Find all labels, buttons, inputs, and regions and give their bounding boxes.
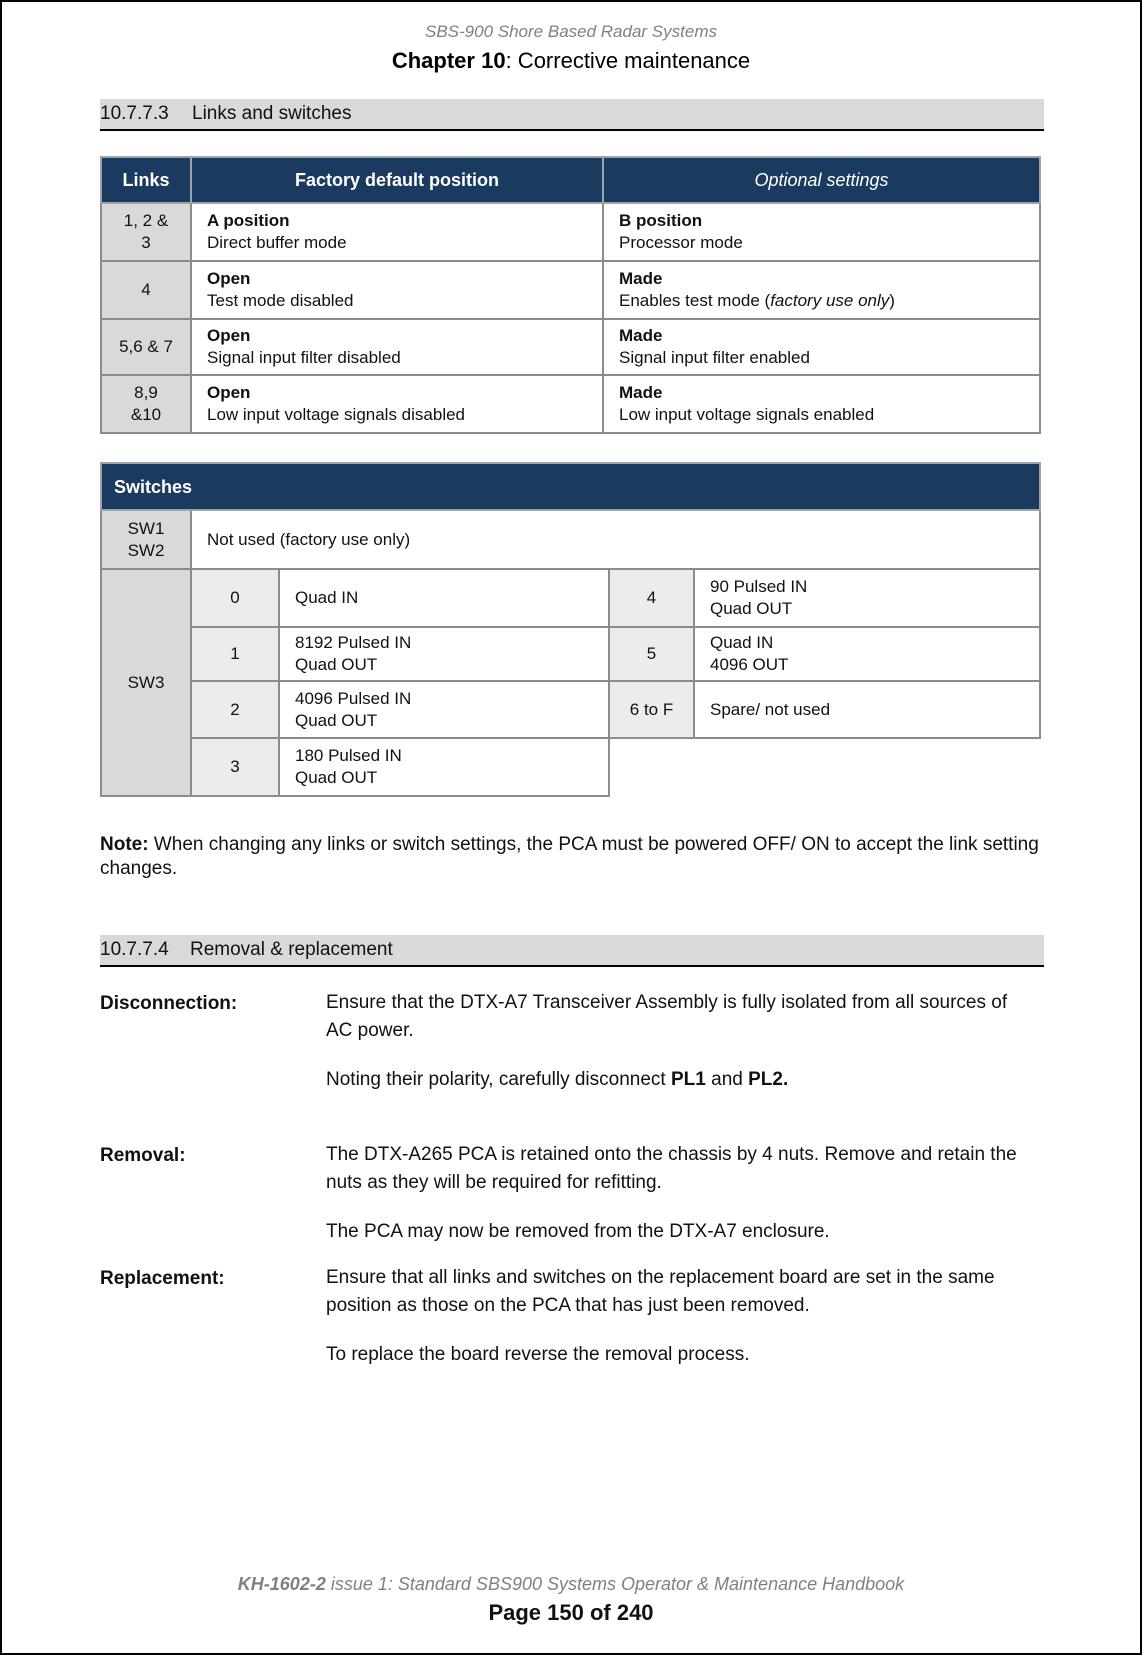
- table-row: [101, 681, 1040, 738]
- default-setting: [191, 261, 603, 319]
- sw3-setting-line: Quad OUT: [295, 768, 378, 787]
- switch-id-sw1-sw2: [101, 510, 191, 569]
- default-label: Open: [207, 326, 251, 345]
- chapter-label: Chapter 10: [391, 48, 506, 73]
- default-setting: [191, 203, 603, 261]
- disconnection-label: Disconnection:: [100, 993, 238, 1014]
- sw3-setting: [694, 627, 1040, 681]
- switches-table-header: [101, 463, 1040, 510]
- connector-pl2: PL2.: [748, 1069, 789, 1090]
- link-id: 5,6 & 7: [101, 319, 191, 375]
- optional-label: Made: [619, 326, 663, 345]
- sw3-code: 4: [609, 569, 694, 627]
- optional-setting: [603, 375, 1040, 433]
- removal-text-2: The PCA may now be removed from the DTX-A7 enclosure.: [326, 1221, 830, 1242]
- default-label: A position: [207, 211, 290, 230]
- header-optional-settings: Optional settings: [603, 157, 1040, 203]
- default-label: Open: [207, 383, 251, 402]
- table-row: [101, 738, 1040, 796]
- table-row: [101, 569, 1040, 627]
- sw3-code: 2: [191, 681, 279, 738]
- sw3-setting-line: Quad OUT: [710, 599, 793, 618]
- switches-table: [100, 462, 1041, 797]
- optional-desc-pre: Enables test mode (: [619, 291, 771, 310]
- default-desc: Signal input filter disabled: [207, 348, 401, 367]
- optional-setting: [603, 319, 1040, 375]
- section-title: Links and switches: [192, 103, 352, 124]
- switch-sw1: SW1: [127, 518, 165, 538]
- table-row: [101, 375, 1040, 433]
- sw3-setting-line: Quad OUT: [295, 710, 378, 730]
- links-table: [100, 156, 1041, 434]
- sw3-setting-line: 180 Pulsed IN: [295, 746, 402, 765]
- section-heading-removal-replacement: [100, 935, 1044, 967]
- section-heading-links-switches: [100, 99, 1044, 131]
- table-row: [101, 319, 1040, 375]
- table-row: [101, 510, 1040, 569]
- optional-desc: Signal input filter enabled: [619, 348, 810, 367]
- optional-desc: Processor mode: [619, 233, 743, 252]
- disconnection-text-2-pre: Noting their polarity, carefully disconnect: [326, 1069, 671, 1090]
- sw3-setting-line: 8192 Pulsed IN: [295, 633, 412, 652]
- page-number: Page 150 of 240: [488, 1600, 654, 1625]
- sw3-setting: [279, 627, 609, 681]
- removal-label: Removal:: [100, 1145, 186, 1166]
- note-text: When changing any links or switch settings, the PCA must be powered OFF/ ON to accept the link setting changes.: [100, 834, 1039, 879]
- sw3-code: 3: [191, 738, 279, 796]
- sw3-code: 1: [191, 627, 279, 681]
- sw3-setting-line: Quad IN: [710, 633, 774, 652]
- note-paragraph: [100, 833, 1044, 881]
- chapter-title: : Corrective maintenance: [505, 48, 751, 73]
- optional-label: B position: [619, 211, 703, 230]
- disconnection-text-2-mid: and: [705, 1069, 749, 1090]
- sw3-setting-line: 90 Pulsed IN: [710, 577, 808, 596]
- sw3-code: 0: [191, 569, 279, 627]
- replacement-text-1: Ensure that all links and switches on the replacement board are set in the same position as those on the PCA that has just been removed.: [326, 1267, 995, 1316]
- sw3-setting: [279, 569, 609, 627]
- sw3-setting: [694, 569, 1040, 627]
- default-setting: [191, 375, 603, 433]
- table-row: [101, 203, 1040, 261]
- replacement-text-2: To replace the board reverse the removal process.: [326, 1344, 750, 1365]
- optional-label: Made: [619, 383, 663, 402]
- optional-desc-italic: factory use only: [770, 291, 890, 310]
- note-label: Note:: [100, 834, 149, 855]
- sw3-code: 6 to F: [609, 681, 694, 738]
- disconnection-text-2: [326, 1066, 1026, 1094]
- default-desc: Direct buffer mode: [207, 233, 347, 252]
- section-title: Removal & replacement: [190, 939, 393, 960]
- removal-text-1: The DTX-A265 PCA is retained onto the chassis by 4 nuts. Remove and retain the nuts as they will be required for refitting.: [326, 1144, 1017, 1193]
- chapter-heading: [0, 48, 1142, 74]
- footer-doc-title: issue 1: Standard SBS900 Systems Operator & Maintenance Handbook: [325, 1574, 905, 1594]
- disconnection-text-1: Ensure that the DTX-A7 Transceiver Assembly is fully isolated from all sources of AC power.: [326, 992, 1008, 1041]
- sw3-setting: [694, 681, 1040, 738]
- optional-desc: [619, 291, 895, 310]
- footer-doc-line: [0, 1574, 1142, 1595]
- header-links: Links: [101, 157, 191, 203]
- table-row: [101, 261, 1040, 319]
- optional-setting: [603, 261, 1040, 319]
- replacement-label: Replacement:: [100, 1268, 225, 1289]
- link-id: 8,9 &10: [101, 375, 191, 433]
- header-switches: Switches: [101, 463, 1040, 510]
- optional-label: Made: [619, 269, 663, 288]
- sw3-setting-line: 4096 OUT: [710, 655, 789, 674]
- default-desc: Low input voltage signals disabled: [207, 405, 466, 424]
- optional-desc: Low input voltage signals enabled: [619, 405, 875, 424]
- links-table-header: [101, 157, 1040, 203]
- sw3-setting-line: Quad IN: [295, 588, 359, 607]
- section-number: 10.7.7.3: [100, 103, 169, 124]
- sw3-setting: [279, 681, 609, 738]
- sw3-setting: [279, 738, 609, 796]
- link-id: 1, 2 & 3: [101, 203, 191, 261]
- link-id: 4: [101, 261, 191, 319]
- default-label: Open: [207, 269, 251, 288]
- footer-doc-code: KH-1602-2: [237, 1574, 326, 1594]
- table-row: [101, 627, 1040, 681]
- default-setting: [191, 319, 603, 375]
- connector-pl1: PL1: [670, 1069, 706, 1090]
- sw3-setting-line: Quad OUT: [295, 655, 378, 674]
- empty-cell: [609, 738, 1040, 796]
- switch-desc: Not used (factory use only): [191, 510, 1040, 569]
- switch-id-sw3: SW3: [101, 569, 191, 796]
- header-factory-default: Factory default position: [191, 157, 603, 203]
- switch-sw2: SW2: [127, 540, 165, 560]
- sw3-setting-line: Spare/ not used: [710, 699, 831, 719]
- default-desc: Test mode disabled: [207, 291, 354, 310]
- optional-desc-post: ): [889, 291, 895, 310]
- sw3-code: 5: [609, 627, 694, 681]
- sw3-setting-line: 4096 Pulsed IN: [295, 688, 412, 708]
- optional-setting: [603, 203, 1040, 261]
- section-number: 10.7.7.4: [100, 939, 169, 960]
- document-subtitle: SBS-900 Shore Based Radar Systems: [425, 22, 717, 41]
